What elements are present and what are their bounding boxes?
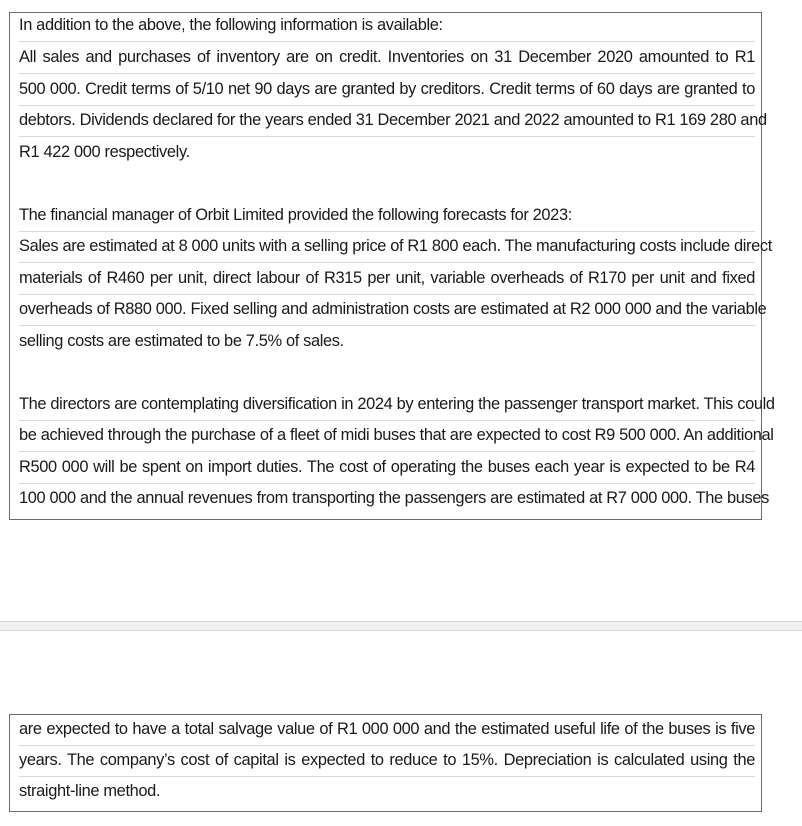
text-line: straight-line method.	[19, 782, 161, 800]
text-line: years. The company’s cost of capital is expected to reduce to 15%. Depreciation is calculated using the	[19, 745, 755, 777]
text-line: 500 000. Credit terms of 5/10 net 90 days are granted by creditors. Credit terms of 60 days are granted to	[19, 74, 755, 106]
text-line: are expected to have a total salvage value of R1 000 000 and the estimated useful life of the buses is five	[19, 714, 755, 746]
continuation-text-block	[9, 714, 762, 812]
text-line: overheads of R880 000. Fixed selling and administration costs are estimated at R2 000 000 and the variable	[19, 294, 755, 326]
text-line: The financial manager of Orbit Limited provided the following forecasts for 2023:	[19, 200, 755, 232]
text-line: be achieved through the purchase of a fleet of midi buses that are expected to cost R9 500 000. An additional	[19, 420, 755, 452]
text-line: Sales are estimated at 8 000 units with a selling price of R1 800 each. The manufacturing costs include direct	[19, 231, 755, 263]
text-line: 100 000 and the annual revenues from transporting the passengers are estimated at R7 000 000. The buses	[19, 489, 770, 507]
text-line: All sales and purchases of inventory are on credit. Inventories on 31 December 2020 amounted to R1	[19, 42, 755, 74]
text-line: In addition to the above, the following information is available:	[19, 10, 755, 42]
text-line: materials of R460 per unit, direct labour of R315 per unit, variable overheads of R170 per unit and fixed	[19, 263, 755, 295]
text-line: R1 422 000 respectively.	[19, 143, 190, 161]
page-break-divider	[0, 621, 802, 631]
information-text-block	[9, 12, 775, 520]
text-line: R500 000 will be spent on import duties. The cost of operating the buses each year is expected to be R4	[19, 452, 755, 484]
text-line: The directors are contemplating diversification in 2024 by entering the passenger transport market. This could	[19, 389, 755, 421]
text-line: debtors. Dividends declared for the years ended 31 December 2021 and 2022 amounted to R1 169 280 and	[19, 105, 755, 137]
text-line: selling costs are estimated to be 7.5% of sales.	[19, 332, 344, 350]
